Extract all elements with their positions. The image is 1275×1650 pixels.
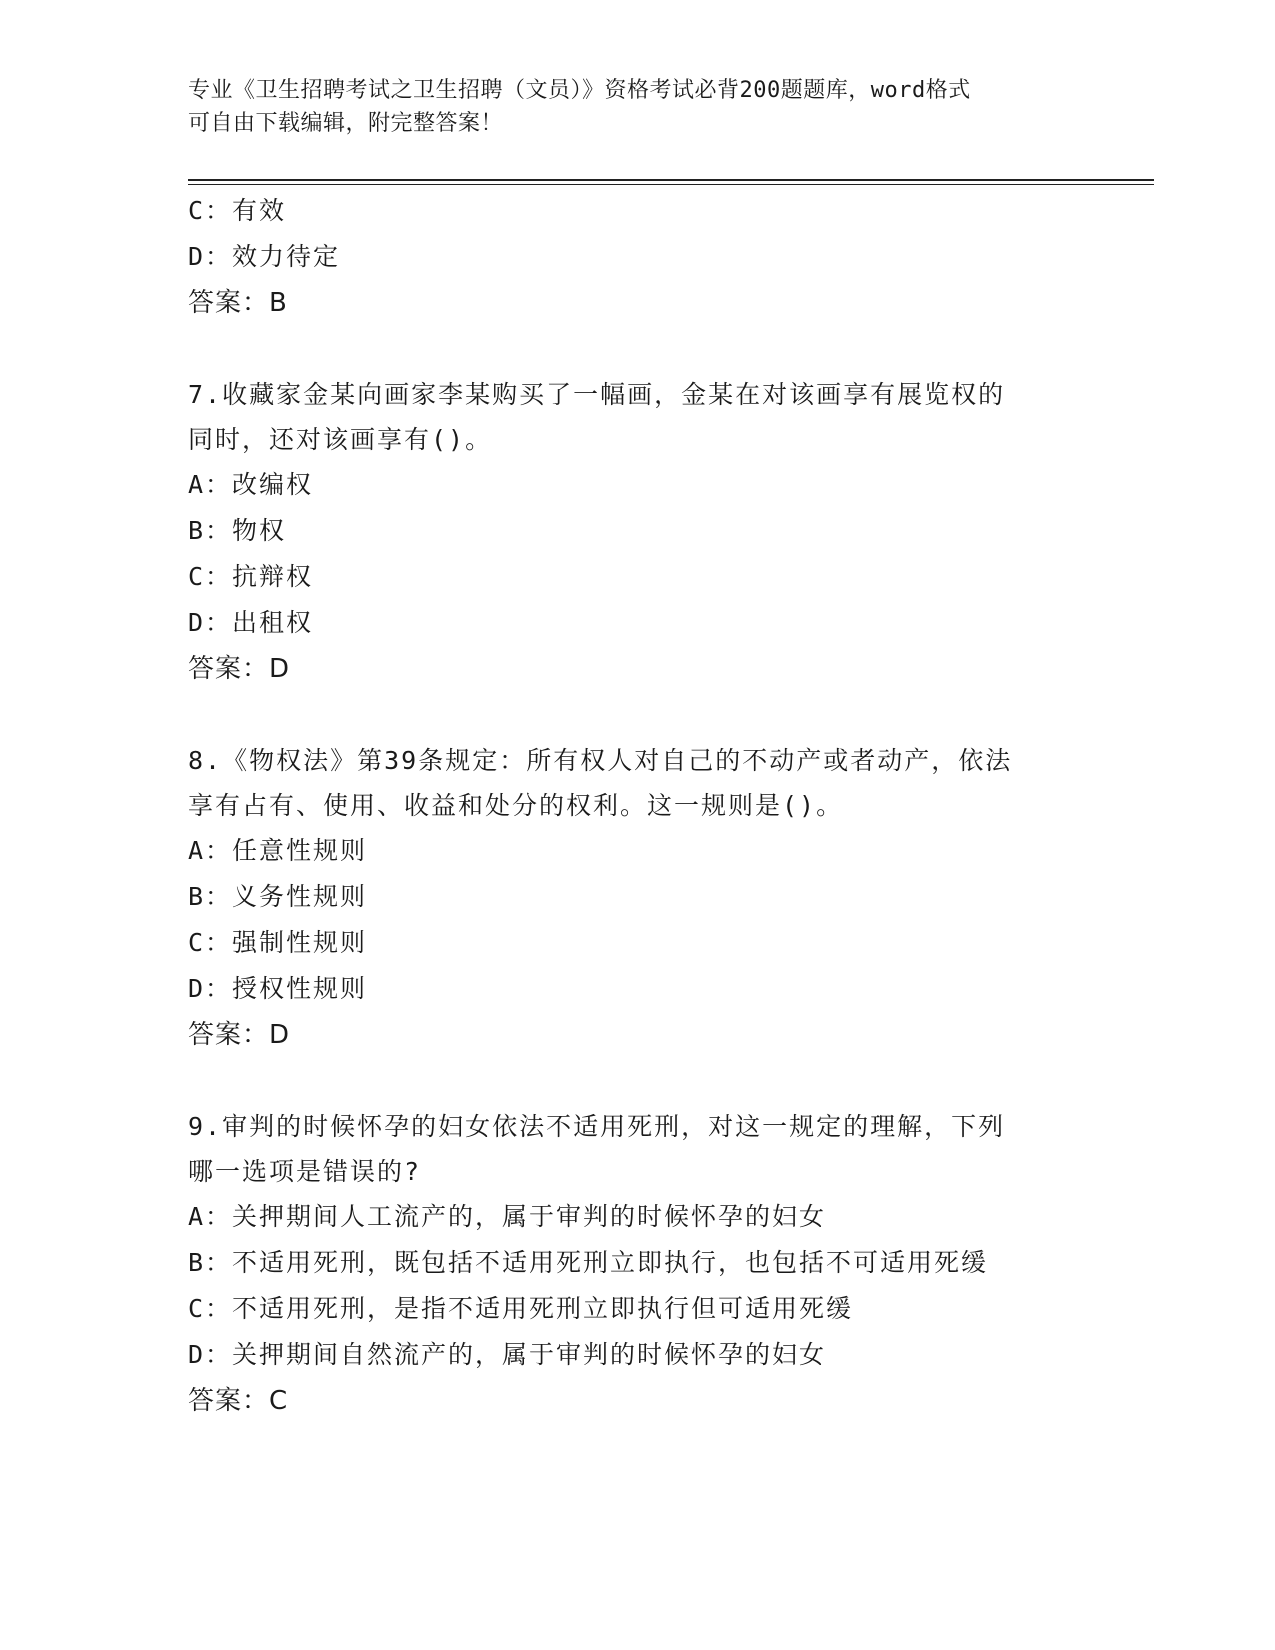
answer-line: 答案：D xyxy=(188,1020,291,1050)
question-list xyxy=(188,188,1188,1424)
option-c: C：强制性规则 xyxy=(188,928,368,957)
option-c: C：抗辩权 xyxy=(188,562,314,591)
question-stem-line-1: 7.收藏家金某向画家李某购买了一幅画，金某在对该画享有展览权的 xyxy=(188,380,1006,409)
question-9 xyxy=(188,1104,1188,1424)
option-b: B：义务性规则 xyxy=(188,882,368,911)
header-title-line-2: 可自由下载编辑，附完整答案！ xyxy=(188,111,504,136)
question-8 xyxy=(188,738,1188,1058)
header-divider-thick xyxy=(188,179,1154,181)
answer-line: 答案：C xyxy=(188,1386,289,1416)
question-stem-line-2: 享有占有、使用、收益和处分的权利。这一规则是()。 xyxy=(188,791,844,820)
question-stem-line-1: 9.审判的时候怀孕的妇女依法不适用死刑，对这一规定的理解，下列 xyxy=(188,1112,1006,1141)
option-c: C：有效 xyxy=(188,196,287,225)
header-title-line-1: 专业《卫生招聘考试之卫生招聘（文员）》资格考试必背200题题库，word格式 xyxy=(188,78,971,103)
answer-line: 答案：B xyxy=(188,288,288,318)
option-d: D：关押期间自然流产的，属于审判的时候怀孕的妇女 xyxy=(188,1340,827,1369)
option-d: D：出租权 xyxy=(188,608,314,637)
option-b: B：不适用死刑，既包括不适用死刑立即执行，也包括不可适用死缓 xyxy=(188,1248,989,1277)
document-header xyxy=(188,74,1088,140)
question-7 xyxy=(188,372,1188,692)
option-d: D：授权性规则 xyxy=(188,974,368,1003)
question-6-continued xyxy=(188,188,1188,326)
option-a: A：改编权 xyxy=(188,470,314,499)
option-d: D：效力待定 xyxy=(188,242,341,271)
option-a: A：关押期间人工流产的，属于审判的时候怀孕的妇女 xyxy=(188,1202,827,1231)
header-divider-thin xyxy=(188,184,1154,185)
option-a: A：任意性规则 xyxy=(188,836,368,865)
question-stem-line-2: 同时，还对该画享有()。 xyxy=(188,425,493,454)
question-stem-line-2: 哪一选项是错误的? xyxy=(188,1157,422,1186)
option-b: B：物权 xyxy=(188,516,287,545)
answer-line: 答案：D xyxy=(188,654,291,684)
question-stem-line-1: 8.《物权法》第39条规定：所有权人对自己的不动产或者动产，依法 xyxy=(188,746,1013,775)
option-c: C：不适用死刑，是指不适用死刑立即执行但可适用死缓 xyxy=(188,1294,854,1323)
